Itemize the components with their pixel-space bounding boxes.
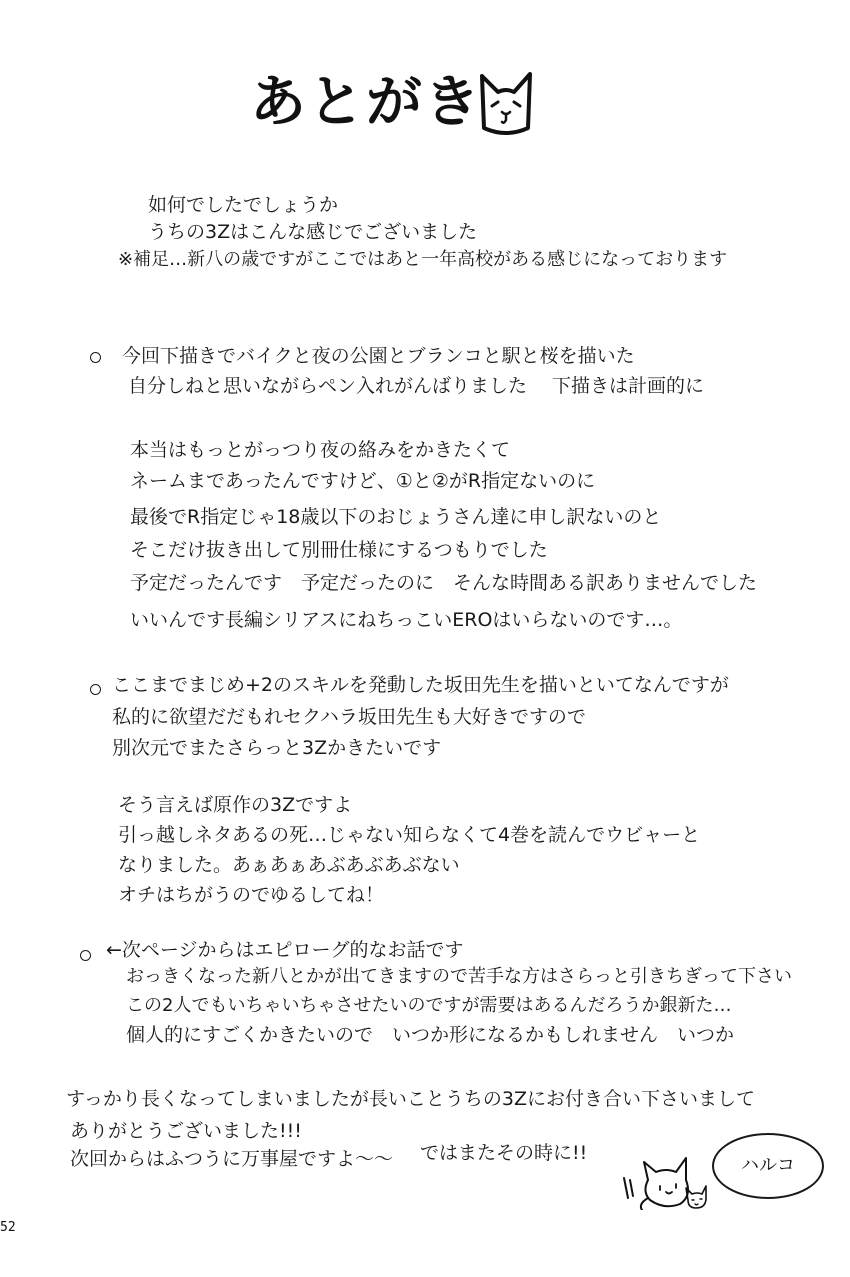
section2-line-5: 引っ越しネタあるの死…じゃない知らなくて4巻を読んでウビャーと [118,824,701,846]
closing-line-1: すっかり長くなってしまいましたが長いことうちの3Zにお付き合い下さいまして [66,1088,755,1110]
section1-line-1: 今回下描きでバイクと夜の公園とブランコと駅と桜を描いた [122,345,635,367]
signature-bubble [712,1133,824,1199]
bullet-icon [90,352,101,363]
section2-line-2: 私的に欲望だだもれセクハラ坂田先生も大好きですので [112,706,586,728]
section1-line-6: そこだけ抜き出して別冊仕様にするつもりでした [130,539,548,561]
page-number: 52 [0,1220,16,1235]
section2-line-4: そう言えば原作の3Zですよ [118,794,353,816]
section2-line-6: なりました。あぁあぁあぶあぶあぶない [118,854,460,876]
section3-line-1: ←次ページからはエピローグ的なお話です [106,939,464,961]
intro-line-1: 如何でしたでしょうか [148,194,339,216]
section1-line-3: 本当はもっとがっつり夜の絡みをかきたくて [130,439,511,461]
section1-aside: 下描きは計画的に [552,375,705,397]
page-title-area [250,60,550,150]
section1-line-7: 予定だったんです 予定だったのに そんな時間ある訳ありませんでした [130,572,758,594]
bullet-icon [80,950,91,961]
section3-line-2: おっきくなった新八とかが出てきますので苦手な方はさらっと引きちぎって下さい [126,966,792,987]
closing-line-3: 次回からはふつうに万事屋ですよ〜〜 [70,1148,394,1170]
section1-line-8: いいんです長編シリアスにねちっこいEROはいらないのです…。 [130,609,683,631]
cat-doodle-icon [620,1150,720,1210]
cat-face-icon [478,66,534,136]
section2-line-7: オチはちがうのでゆるしてね！ [118,884,385,906]
intro-line-3: ※補足…新八の歳ですがここではあと一年高校がある感じになっております [118,249,728,270]
intro-line-2: うちの3Zはこんな感じでございました [148,221,478,243]
bullet-icon [90,684,101,695]
section3-line-3: この2人でもいちゃいちゃさせたいのですが需要はあるんだろうか銀新た… [126,995,732,1016]
section1-line-2: 自分しねと思いながらペン入れがんばりました [128,375,528,397]
section2-line-1: ここまでまじめ+2のスキルを発動した坂田先生を描いといてなんですが [112,674,729,696]
section1-line-5: 最後でR指定じゃ18歳以下のおじょうさん達に申し訳ないのと [130,506,662,528]
page-title: あとがき [250,70,482,135]
section1-line-4: ネームまであったんですけど、①と②がR指定ないのに [130,470,596,492]
closing-line-2: ありがとうございました!!! [70,1120,302,1142]
closing-line-3-right: ではまたその時に!! [420,1142,588,1164]
author-signature: ハルコ [741,1155,795,1176]
section2-line-3: 別次元でまたさらっと3Zかきたいです [112,737,442,759]
section3-line-4: 個人的にすごくかきたいので いつか形になるかもしれません いつか [126,1024,735,1046]
